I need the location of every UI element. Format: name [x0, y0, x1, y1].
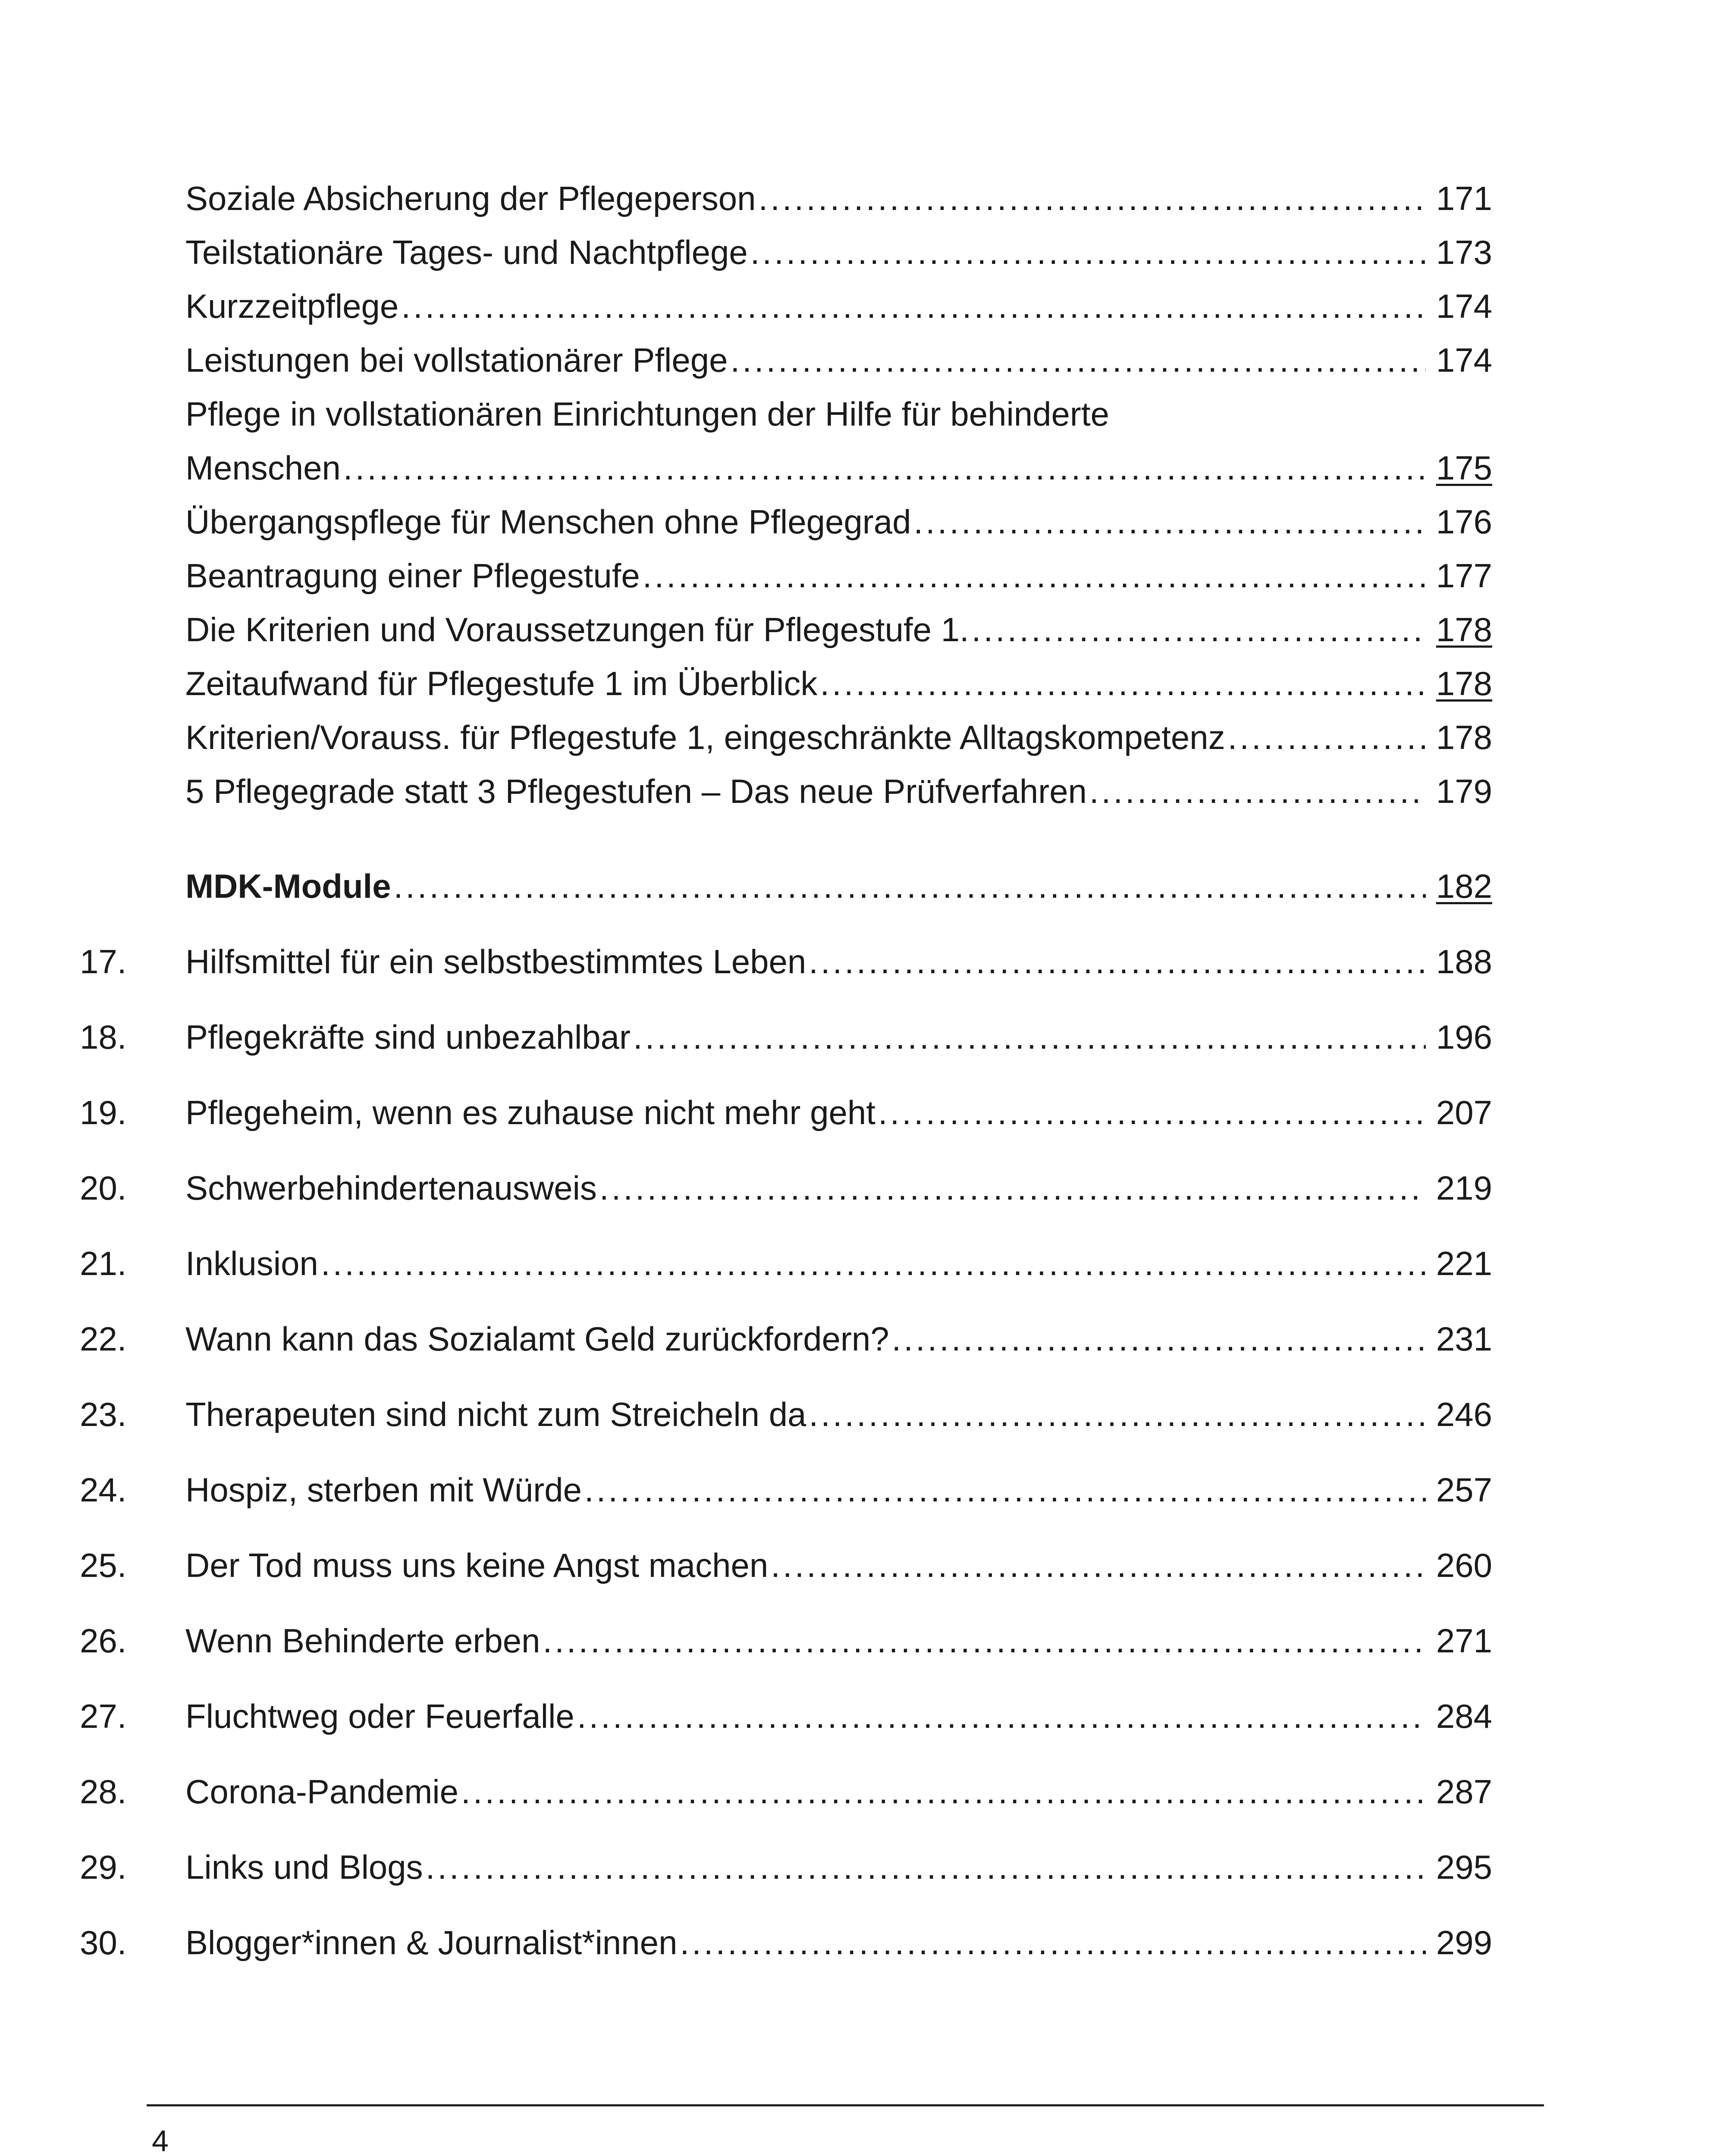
toc-chapter-page: 271: [1436, 1622, 1492, 1660]
dot-leader: [394, 865, 1426, 908]
toc-chapter: [185, 1695, 1492, 1738]
toc-chapter: [185, 1242, 1492, 1285]
chapter-number: 20.: [80, 1169, 127, 1207]
toc-entry-title: 5 Pflegegrade statt 3 Pflegestufen – Das neue Prüfverfahren: [185, 772, 1087, 810]
dot-leader: [543, 1619, 1426, 1662]
chapter-number: 27.: [80, 1697, 127, 1735]
toc-entry-page: 177: [1436, 557, 1492, 595]
dot-leader: [730, 338, 1426, 382]
toc-chapter: [185, 1015, 1492, 1059]
toc-chapter-page: 295: [1436, 1848, 1492, 1886]
toc-entry: [185, 338, 1492, 382]
toc-chapter-title: Hilfsmittel für ein selbstbestimmtes Leben: [185, 943, 806, 981]
toc-entry-page-link[interactable]: 175: [1436, 449, 1492, 487]
toc-entry: [185, 554, 1492, 597]
toc-entry-page-link[interactable]: 178: [1436, 664, 1492, 702]
chapter-number: 25.: [80, 1546, 127, 1584]
toc-entry-title: Kurzzeitpflege: [185, 287, 399, 325]
chapter-number: 30.: [80, 1924, 127, 1962]
toc-entry-title: Die Kriterien und Voraussetzungen für Pflegestufe 1.: [185, 611, 969, 649]
toc-entry-page: 179: [1436, 772, 1492, 810]
toc-entry-title: Leistungen bei vollstationärer Pflege: [185, 341, 728, 379]
dot-leader: [584, 1468, 1426, 1511]
toc-entry: [185, 500, 1492, 543]
toc-chapter-page: 231: [1436, 1320, 1492, 1358]
toc-entry: [185, 231, 1492, 274]
toc-chapter: [185, 1091, 1492, 1134]
dot-leader: [1228, 716, 1426, 759]
toc-entry-title: Teilstationäre Tages- und Nachtpflege: [185, 233, 748, 271]
toc-entry: [185, 770, 1492, 813]
toc-chapter-page: 246: [1436, 1395, 1492, 1433]
toc-chapter-title: Pflegekräfte sind unbezahlbar: [185, 1018, 631, 1056]
toc-chapter-title: Hospiz, sterben mit Würde: [185, 1471, 582, 1509]
toc-entry-page: 176: [1436, 503, 1492, 541]
toc-entry: [185, 177, 1492, 220]
toc-chapter-page: 299: [1436, 1924, 1492, 1962]
toc-chapter-title: Pflegeheim, wenn es zuhause nicht mehr geht: [185, 1094, 875, 1131]
toc-chapter-page: 207: [1436, 1094, 1492, 1131]
toc-chapter-title: Inklusion: [185, 1244, 318, 1282]
dot-leader: [892, 1317, 1426, 1360]
toc-entry-page: 178: [1436, 718, 1492, 756]
dot-leader: [680, 1921, 1426, 1964]
dot-leader: [771, 1544, 1426, 1587]
toc-chapter-page: 257: [1436, 1471, 1492, 1509]
toc-entry-title: Menschen: [185, 449, 341, 487]
toc-entry-title-line1: Pflege in vollstationären Einrichtungen der Hilfe für behinderte: [185, 395, 1109, 433]
toc-chapter: [185, 1544, 1492, 1587]
chapter-number: 23.: [80, 1395, 127, 1433]
toc-chapter: [185, 940, 1492, 983]
toc-entry: [185, 662, 1492, 705]
toc-entry: [185, 446, 1492, 489]
dot-leader: [759, 177, 1426, 220]
toc-chapter: [185, 1317, 1492, 1360]
toc-chapter-page: 260: [1436, 1546, 1492, 1584]
toc-entry-page-link[interactable]: 178: [1436, 611, 1492, 649]
toc-chapter-page: 284: [1436, 1697, 1492, 1735]
toc-entry: [185, 285, 1492, 328]
chapter-number: 29.: [80, 1848, 127, 1886]
dot-leader: [426, 1846, 1426, 1889]
toc-entry-page: 171: [1436, 179, 1492, 217]
footer-page-number: 4: [152, 2124, 169, 2156]
dot-leader: [599, 1166, 1426, 1210]
toc-entry-title: Zeitaufwand für Pflegestufe 1 im Überblick: [185, 664, 818, 702]
chapter-number: 17.: [80, 943, 127, 981]
dot-leader: [643, 554, 1426, 597]
toc-chapter-title: Corona-Pandemie: [185, 1773, 459, 1811]
toc-chapter-title: Wann kann das Sozialamt Geld zurückfordern?: [185, 1320, 889, 1358]
toc-chapter: [185, 1921, 1492, 1964]
dot-leader: [750, 231, 1426, 274]
dot-leader: [809, 1393, 1426, 1436]
toc-entry-title: Kriterien/Vorauss. für Pflegestufe 1, eingeschränkte Alltagskompetenz: [185, 718, 1225, 756]
toc-chapter-page: 196: [1436, 1018, 1492, 1056]
toc-chapter: [185, 1166, 1492, 1210]
toc-chapter-page: 188: [1436, 943, 1492, 981]
toc-chapter: [185, 1619, 1492, 1662]
dot-leader: [321, 1242, 1426, 1285]
toc-section-title: MDK-Module: [185, 867, 391, 905]
chapter-number: 18.: [80, 1018, 127, 1056]
dot-leader: [633, 1015, 1426, 1059]
footer-rule: [147, 2104, 1544, 2106]
toc-entry: [185, 608, 1492, 651]
dot-leader: [343, 446, 1426, 489]
toc-chapter: [185, 1846, 1492, 1889]
dot-leader: [401, 285, 1426, 328]
dot-leader: [972, 608, 1426, 651]
toc-chapter: [185, 1468, 1492, 1511]
toc-chapter-page: 221: [1436, 1244, 1492, 1282]
dot-leader: [1089, 770, 1426, 813]
dot-leader: [577, 1695, 1426, 1738]
toc-entry-title: Beantragung einer Pflegestufe: [185, 557, 640, 595]
toc-entry-page: 173: [1436, 233, 1492, 271]
toc-chapter-title: Blogger*innen & Journalist*innen: [185, 1924, 678, 1962]
chapter-number: 26.: [80, 1622, 127, 1660]
toc-chapter: [185, 1770, 1492, 1813]
toc-chapter-title: Links und Blogs: [185, 1848, 423, 1886]
chapter-number: 19.: [80, 1094, 127, 1131]
toc-entry-title: Übergangspflege für Menschen ohne Pflegegrad: [185, 503, 911, 541]
toc-entry-page: 174: [1436, 287, 1492, 325]
toc-chapter-title: Therapeuten sind nicht zum Streicheln da: [185, 1395, 806, 1433]
toc-entry-page: 174: [1436, 341, 1492, 379]
toc-section: [185, 865, 1492, 908]
chapter-number: 21.: [80, 1244, 127, 1282]
toc-chapter-page: 219: [1436, 1169, 1492, 1207]
toc-entry: [185, 716, 1492, 759]
dot-leader: [913, 500, 1426, 543]
toc-chapter-title: Schwerbehindertenausweis: [185, 1169, 597, 1207]
toc-chapter-page: 287: [1436, 1773, 1492, 1811]
chapter-number: 28.: [80, 1773, 127, 1811]
chapter-number: 24.: [80, 1471, 127, 1509]
toc-section-page-link[interactable]: 182: [1436, 867, 1492, 905]
dot-leader: [461, 1770, 1426, 1813]
toc-entry-title: Soziale Absicherung der Pflegeperson: [185, 179, 756, 217]
dot-leader: [878, 1091, 1426, 1134]
chapter-number: 22.: [80, 1320, 127, 1358]
toc-chapter: [185, 1393, 1492, 1436]
toc-chapter-title: Wenn Behinderte erben: [185, 1622, 540, 1660]
dot-leader: [820, 662, 1426, 705]
toc-chapter-title: Der Tod muss uns keine Angst machen: [185, 1546, 769, 1584]
toc-chapter-title: Fluchtweg oder Feuerfalle: [185, 1697, 574, 1735]
dot-leader: [809, 940, 1426, 983]
